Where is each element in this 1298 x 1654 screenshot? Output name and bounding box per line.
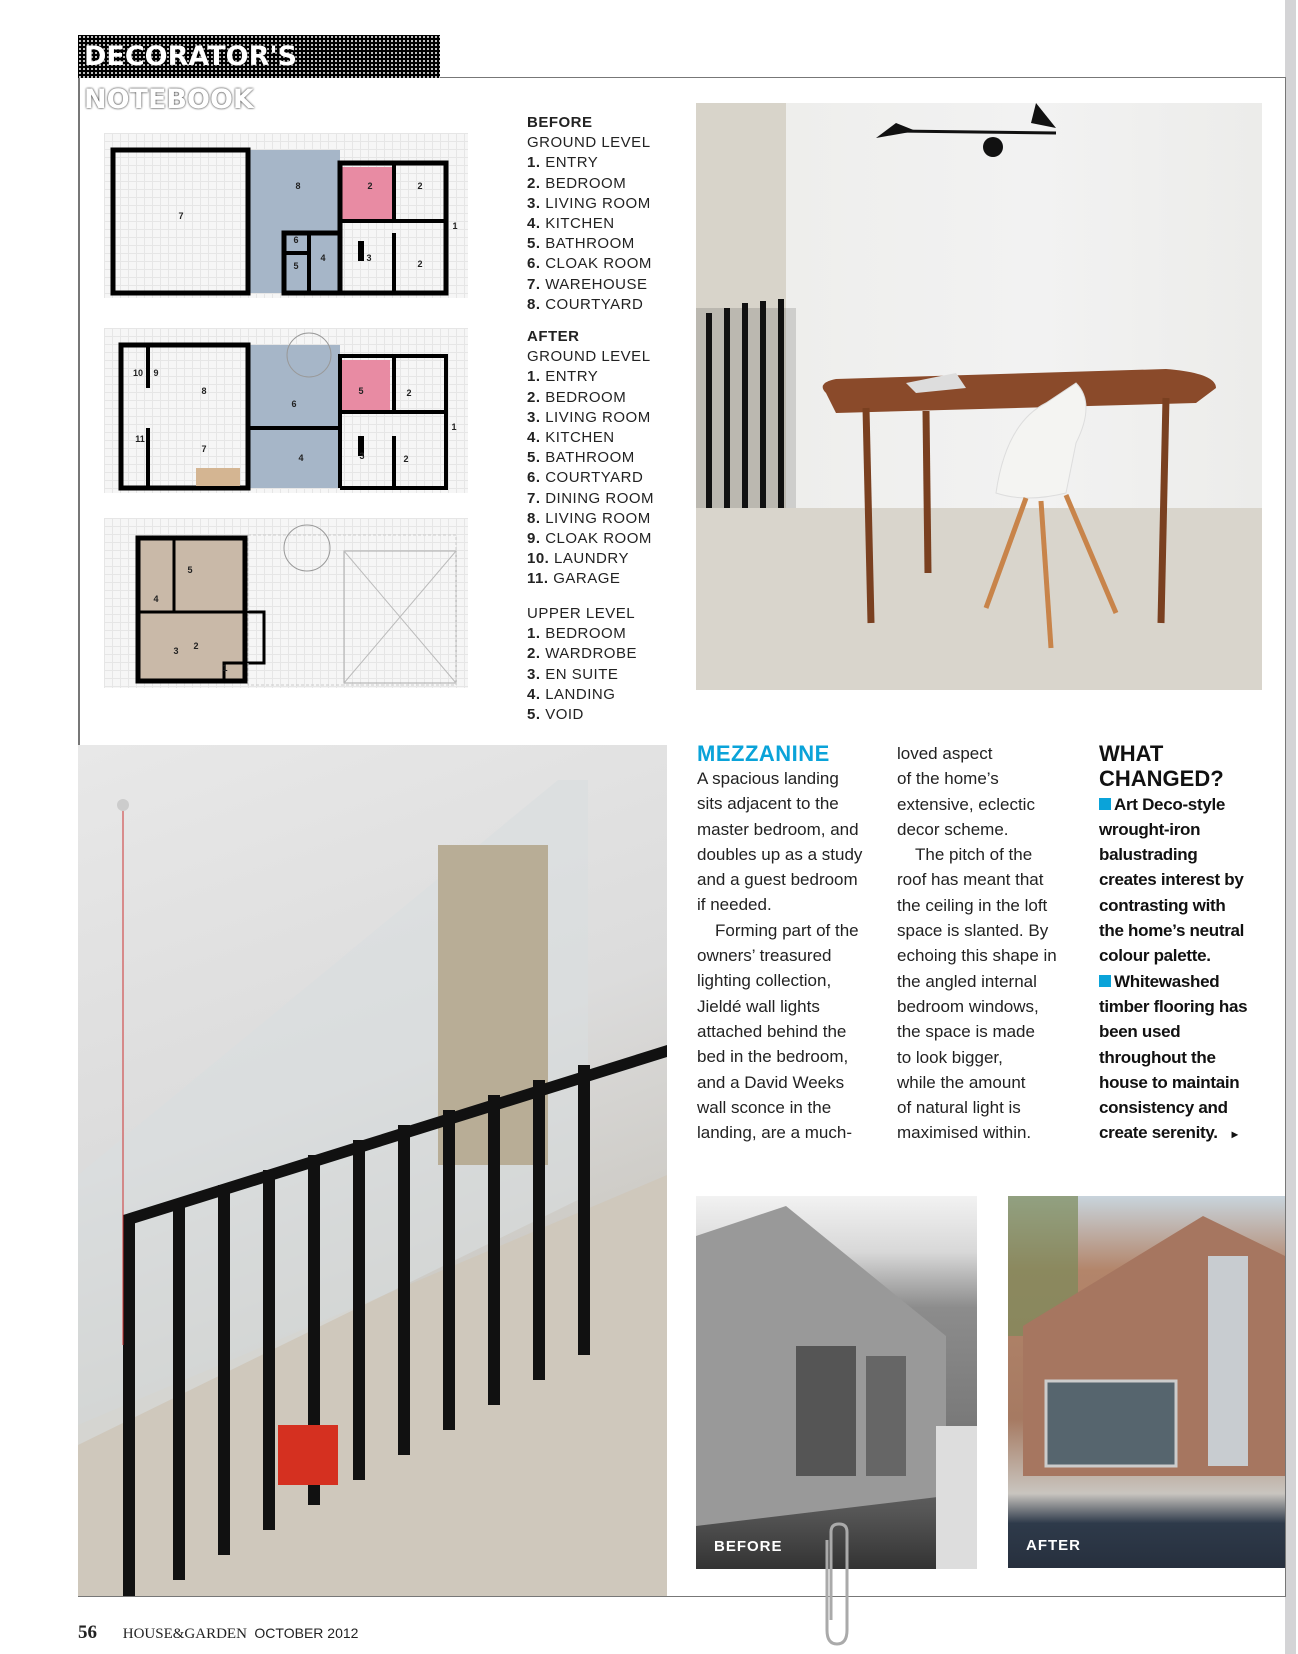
text-line: been used — [1099, 1022, 1181, 1042]
legend-item — [527, 665, 637, 685]
legend-level: GROUND LEVEL — [527, 134, 651, 152]
svg-text:1: 1 — [451, 422, 457, 432]
legend-upper — [527, 604, 637, 725]
text-line: Whitewashed — [1099, 969, 1279, 994]
legend-label: LAUNDRY — [554, 550, 629, 568]
legend-number: 6. — [527, 469, 541, 487]
legend-heading: BEFORE — [527, 114, 593, 131]
continue-arrow-icon: ▸ — [1231, 1127, 1238, 1142]
svg-text:5: 5 — [358, 386, 364, 396]
svg-text:2: 2 — [193, 641, 199, 651]
legend-number: 11. — [527, 570, 549, 588]
legend-before — [527, 113, 652, 315]
svg-text:5: 5 — [293, 261, 299, 271]
legend-number: 4. — [527, 215, 541, 233]
text-line: if needed. — [697, 895, 772, 915]
page-footer — [78, 1622, 358, 1644]
legend-number: 3. — [527, 408, 541, 426]
text-line: the space is made — [897, 1022, 1035, 1042]
legend-item — [527, 705, 637, 725]
text-line: contrasting with — [1099, 895, 1226, 915]
what-changed-box — [1099, 741, 1279, 1148]
legend-level: UPPER LEVEL — [527, 605, 636, 622]
text-line: Forming part of the — [715, 920, 859, 940]
text-line: master bedroom, and — [697, 819, 859, 839]
page-number: 56 — [78, 1622, 97, 1643]
legend-label: COURTYARD — [545, 469, 644, 487]
svg-text:8: 8 — [201, 386, 207, 396]
legend-label: CLOAK ROOM — [545, 255, 652, 273]
svg-text:2: 2 — [367, 181, 373, 191]
legend-number: 1. — [527, 154, 541, 172]
text-line: throughout the — [1099, 1047, 1216, 1067]
legend-number: 2. — [527, 174, 541, 192]
svg-text:11: 11 — [135, 434, 145, 444]
legend-label: BATHROOM — [545, 235, 635, 253]
text-line: wrought-iron — [1099, 819, 1201, 839]
legend-item — [527, 509, 654, 529]
legend-number: 2. — [527, 388, 541, 406]
text-line: the angled internal — [897, 971, 1037, 991]
floor-plan-upper — [104, 518, 468, 688]
legend-label: WARDROBE — [545, 645, 637, 663]
text-line: of natural light is — [897, 1098, 1021, 1118]
legend-label: COURTYARD — [545, 295, 644, 313]
svg-text:4: 4 — [320, 253, 326, 263]
legend-item — [527, 448, 654, 468]
floor-plan-before — [104, 133, 468, 298]
legend-label: DINING ROOM — [545, 489, 655, 507]
legend-label: LIVING ROOM — [545, 194, 651, 212]
svg-text:3: 3 — [359, 451, 365, 461]
text-line: maximised within. — [897, 1123, 1032, 1143]
legend-label: ENTRY — [545, 154, 599, 172]
legend-number: 5. — [527, 235, 541, 253]
svg-text:7: 7 — [201, 444, 207, 454]
legend-number: 9. — [527, 530, 541, 548]
text-line: bed in the bedroom, — [697, 1047, 849, 1067]
text-line: decor scheme. — [897, 819, 1009, 839]
text-line: attached behind the — [697, 1021, 847, 1041]
legend-item — [527, 214, 652, 234]
bullet-square-icon — [1099, 798, 1111, 810]
floor-plan-after — [104, 328, 468, 493]
svg-text:4: 4 — [153, 594, 159, 604]
text-line: timber flooring has — [1099, 996, 1248, 1016]
legend-number: 8. — [527, 509, 541, 527]
what-changed-title: CHANGED? — [1099, 766, 1224, 792]
legend-item — [527, 174, 652, 194]
svg-text:4: 4 — [298, 453, 304, 463]
legend-number: 1. — [527, 625, 541, 643]
text-line: while the amount — [897, 1072, 1026, 1092]
legend-label: ENTRY — [545, 368, 599, 386]
text-line: A spacious landing — [697, 769, 839, 788]
text-line: Art Deco-style — [1099, 792, 1279, 817]
text-line: echoing this shape in — [897, 946, 1057, 966]
svg-text:2: 2 — [406, 388, 412, 398]
legend-item — [527, 428, 654, 448]
svg-text:1: 1 — [222, 663, 228, 673]
text-line: space is slanted. By — [897, 921, 1049, 941]
svg-text:2: 2 — [417, 181, 423, 191]
legend-item — [527, 489, 654, 509]
svg-text:6: 6 — [293, 235, 299, 245]
svg-text:1: 1 — [452, 221, 458, 231]
text-line: to look bigger, — [897, 1047, 1003, 1067]
page-edge — [1285, 0, 1296, 1654]
article-column-2 — [897, 741, 1087, 1146]
text-line: the home’s neutral — [1099, 921, 1245, 941]
legend-item — [527, 295, 652, 315]
photo-garage-after — [1008, 1196, 1285, 1568]
legend-label: GARAGE — [553, 570, 621, 588]
legend-number: 10. — [527, 550, 550, 568]
legend-after — [527, 327, 654, 590]
legend-item — [527, 569, 654, 589]
legend-item — [527, 529, 654, 549]
legend-item — [527, 153, 652, 173]
svg-text:6: 6 — [291, 399, 297, 409]
svg-text:2: 2 — [403, 454, 409, 464]
legend-label: EN SUITE — [545, 665, 619, 683]
photo-garage-before — [696, 1196, 977, 1569]
svg-text:3: 3 — [366, 253, 372, 263]
text-line: balustrading — [1099, 845, 1198, 865]
before-label: BEFORE — [714, 1538, 783, 1555]
legend-label: BATHROOM — [545, 449, 635, 467]
paperclip-icon — [815, 1520, 855, 1648]
text-line: owners’ treasured — [697, 946, 832, 966]
legend-item — [527, 549, 654, 569]
svg-text:8: 8 — [295, 181, 301, 191]
legend-item — [527, 234, 652, 254]
legend-level: GROUND LEVEL — [527, 348, 651, 366]
text-line: extensive, eclectic — [897, 794, 1035, 814]
what-changed-title: WHAT — [1099, 741, 1164, 766]
text-line: of the home’s — [897, 769, 999, 789]
legend-item — [527, 388, 654, 408]
legend-label: LANDING — [545, 685, 616, 703]
text-line: bedroom windows, — [897, 996, 1039, 1016]
photo-study-desk — [696, 103, 1262, 690]
text-line: wall sconce in the — [697, 1097, 832, 1117]
legend-label: CLOAK ROOM — [545, 530, 652, 548]
legend-number: 7. — [527, 275, 541, 293]
text-line: and a guest bedroom — [697, 870, 858, 890]
section-header — [78, 35, 440, 115]
article-column-1 — [697, 741, 887, 1145]
legend-label: KITCHEN — [545, 215, 615, 233]
text-line: creates interest by — [1099, 870, 1244, 890]
legend-label: VOID — [545, 706, 584, 724]
legend-number: 3. — [527, 665, 541, 683]
svg-text:2: 2 — [417, 259, 423, 269]
issue-date: OCTOBER 2012 — [254, 1625, 359, 1641]
text-line: roof has meant that — [897, 870, 1044, 890]
photo-mezzanine-balustrade — [78, 745, 667, 1596]
legend-number: 8. — [527, 295, 541, 313]
svg-text:10: 10 — [132, 368, 144, 378]
text-line: sits adjacent to the — [697, 794, 839, 814]
legend-label: BEDROOM — [545, 174, 627, 192]
svg-text:3: 3 — [173, 646, 179, 656]
legend-number: 4. — [527, 685, 541, 703]
legend-label: BEDROOM — [545, 388, 627, 406]
text-line: landing, are a much- — [697, 1123, 852, 1143]
bullet-square-icon — [1099, 975, 1111, 987]
text-line: the ceiling in the loft — [897, 895, 1048, 915]
text-line: doubles up as a study — [697, 844, 863, 864]
text-line: consistency and — [1099, 1098, 1228, 1118]
text-line: Jieldé wall lights — [697, 996, 820, 1016]
legend-label: BEDROOM — [545, 625, 627, 643]
text-line: lighting collection, — [697, 971, 832, 991]
legend-item — [527, 685, 637, 705]
legend-label: LIVING ROOM — [545, 408, 651, 426]
text-line: house to maintain — [1099, 1072, 1240, 1092]
legend-label: WAREHOUSE — [545, 275, 648, 293]
legend-item — [527, 254, 652, 274]
legend-number: 3. — [527, 194, 541, 212]
legend-item — [527, 644, 637, 664]
legend-number: 4. — [527, 429, 541, 447]
legend-number: 2. — [527, 645, 541, 663]
legend-number: 7. — [527, 489, 541, 507]
magazine-name: HOUSE&GARDEN — [122, 1626, 247, 1642]
legend-label: KITCHEN — [545, 429, 615, 447]
legend-number: 5. — [527, 706, 541, 724]
after-label: AFTER — [1026, 1537, 1081, 1554]
article-heading: MEZZANINE — [697, 741, 830, 766]
legend-label: LIVING ROOM — [545, 509, 651, 527]
legend-item — [527, 275, 652, 295]
legend-item — [527, 408, 654, 428]
legend-item — [527, 194, 652, 214]
svg-text:5: 5 — [187, 565, 193, 575]
text-line: create serenity. ▸ — [1099, 1123, 1238, 1143]
svg-text:7: 7 — [178, 211, 184, 221]
legend-number: 1. — [527, 368, 541, 386]
text-line: The pitch of the — [915, 845, 1033, 865]
legend-item — [527, 468, 654, 488]
section-title: DECORATOR'S NOTEBOOK — [84, 41, 298, 115]
text-line: and a David Weeks — [697, 1072, 845, 1092]
legend-item — [527, 624, 637, 644]
text-line: colour palette. — [1099, 946, 1211, 966]
legend-number: 5. — [527, 449, 541, 467]
legend-number: 6. — [527, 255, 541, 273]
svg-text:9: 9 — [153, 368, 159, 378]
text-line: loved aspect — [897, 744, 993, 763]
legend-heading: AFTER — [527, 328, 580, 345]
legend-item — [527, 367, 654, 387]
